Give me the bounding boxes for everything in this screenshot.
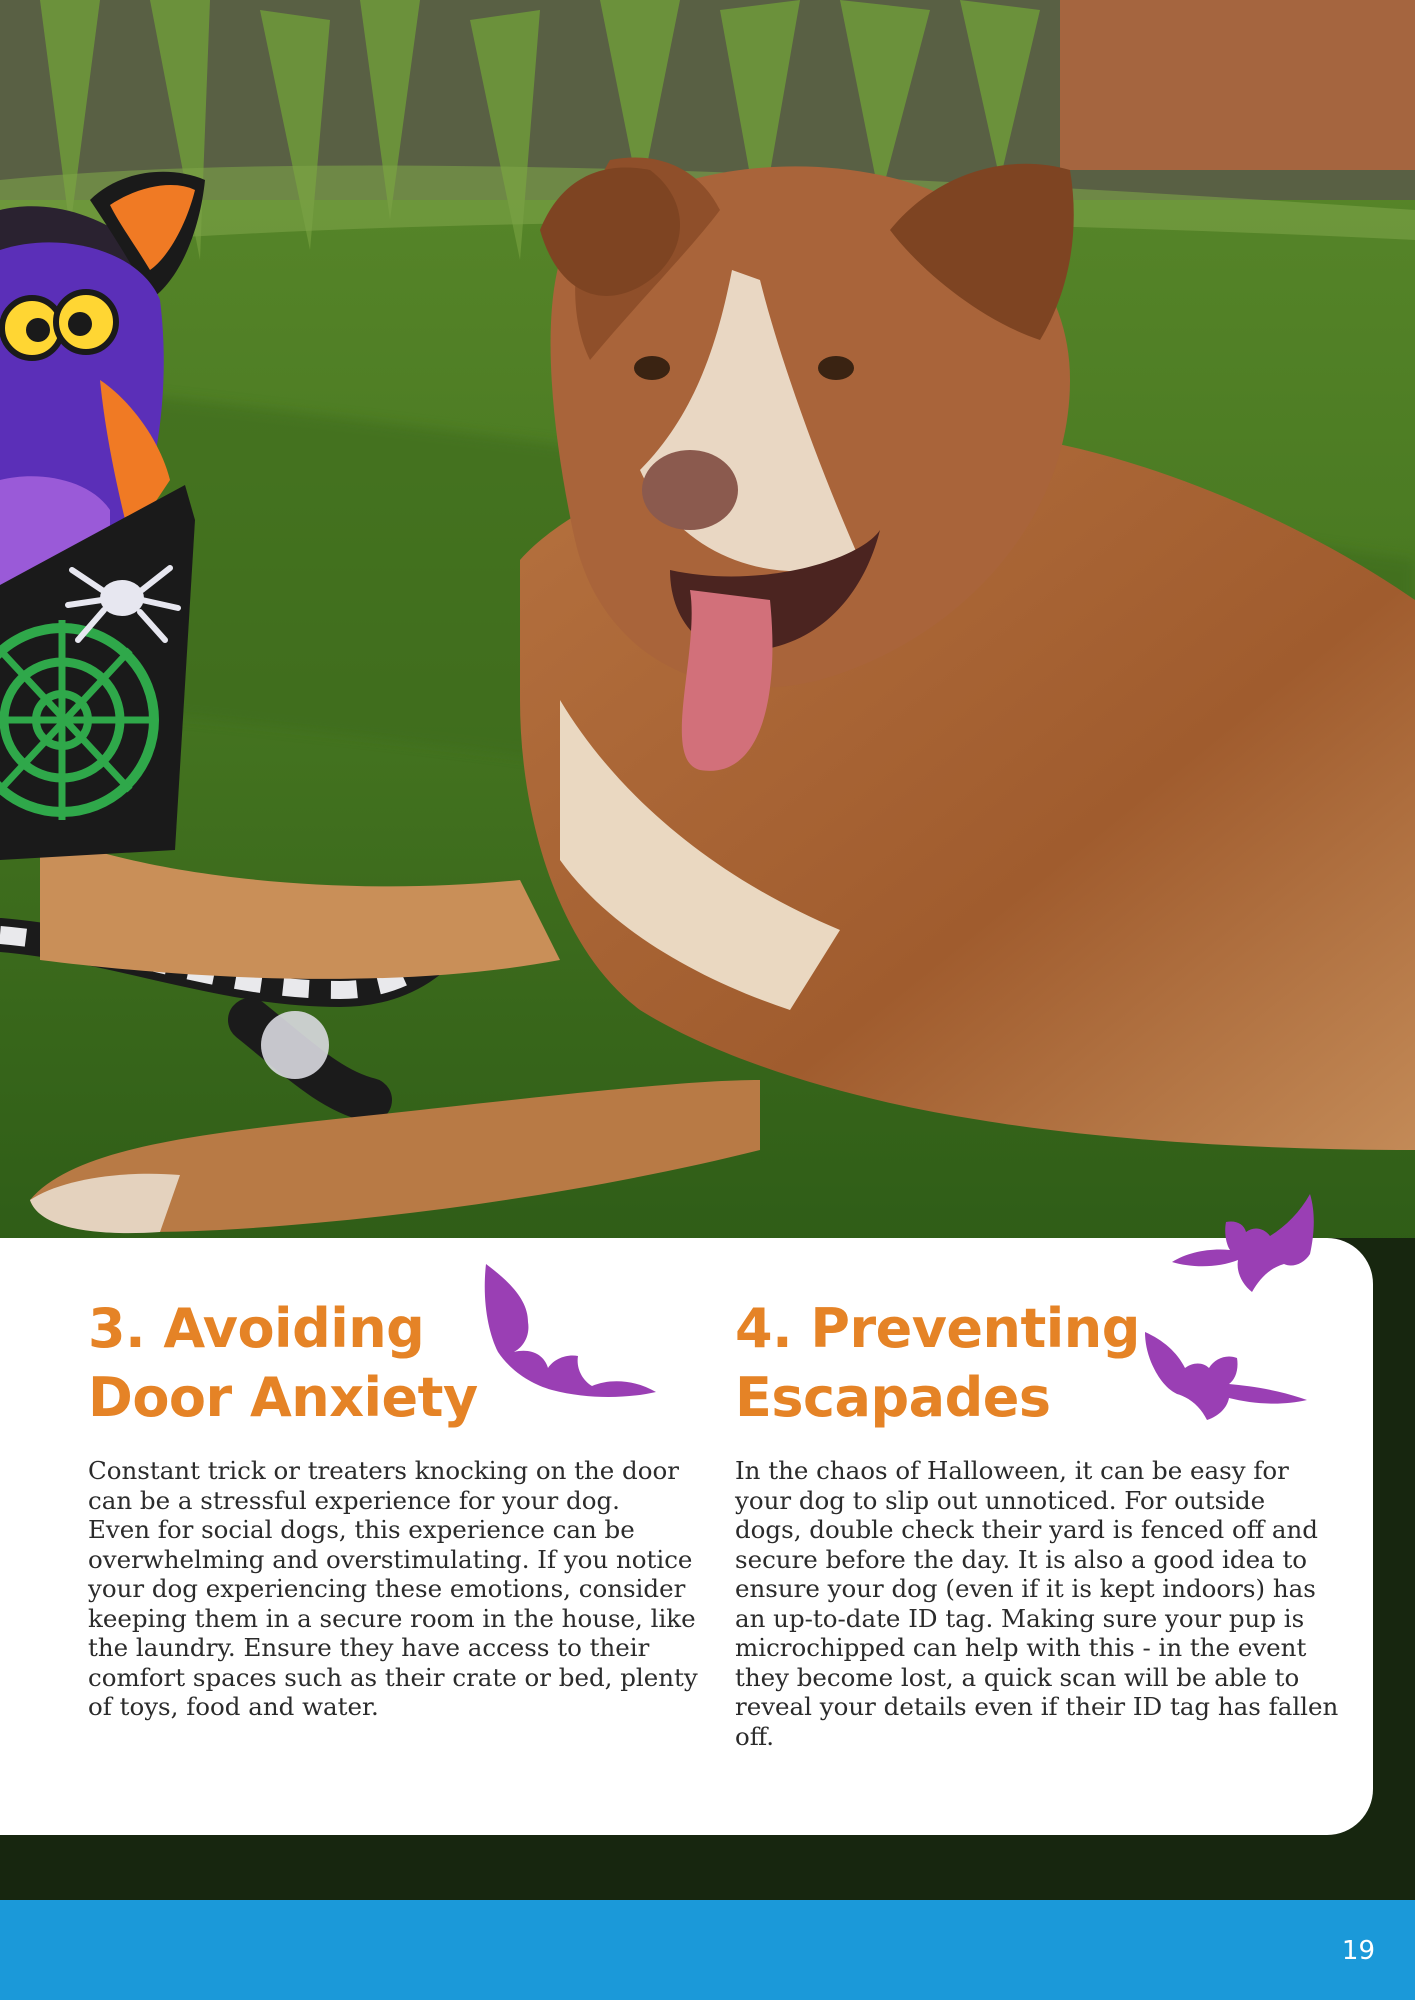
page-number: 19 [1341,1936,1375,1966]
section-body-door-anxiety: Constant trick or treaters knocking on the door can be a stressful experience for your dog. Even for social dogs, this experience can be overwhelming and overstimulating. If you notice your dog experiencing these emotions, consider keeping them in a secure room in the house, like the laundry. Ensure they have access to their comfort spaces such as their crate or bed, plenty of toys, food and water. [88,1456,698,1721]
section-body-preventing-escapades: In the chaos of Halloween, it can be easy for your dog to slip out unnoticed. For outside dogs, double check their yard is fenced off and secure before the day. It is also a good idea to ensure your dog (even if it is kept indoors) has an up-to-date ID tag. Making sure your pup is microchipped can help with this - in the event they become lost, a quick scan will be able to reveal your details even if their ID tag has fallen off. [735,1456,1339,1751]
bat-icon [470,1260,660,1400]
section-heading-preventing-escapades: 4. Preventing Escapades [735,1297,1140,1429]
page-footer [0,1900,1415,2000]
bat-icon [1168,1192,1318,1304]
bat-icon [1143,1328,1310,1422]
section-heading-door-anxiety: 3. Avoiding Door Anxiety [88,1297,478,1429]
